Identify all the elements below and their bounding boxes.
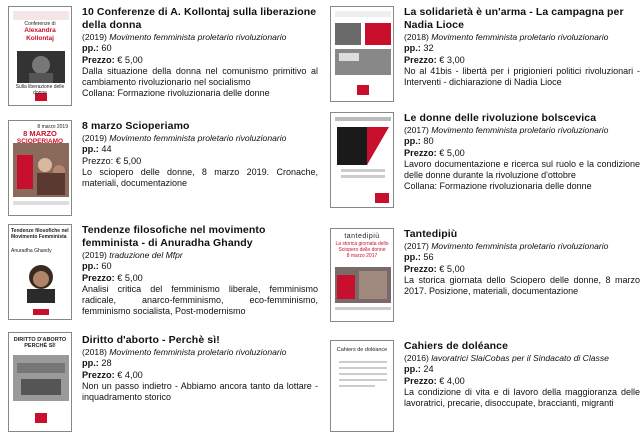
- book-pages: [404, 364, 640, 376]
- book-publisher: Movimento femminista proletario rivoluzionario: [431, 241, 609, 251]
- book-price: [82, 273, 318, 285]
- pages-value: 56: [423, 252, 434, 262]
- pages-value: 28: [101, 358, 112, 368]
- book-cover[interactable]: [330, 112, 394, 208]
- book-meta: [404, 32, 640, 43]
- price-value: € 5,00: [117, 54, 143, 65]
- book-price: [82, 156, 318, 168]
- book-publisher: Movimento femminista proletario rivoluzionario: [109, 133, 287, 143]
- book-cover[interactable]: [8, 6, 72, 106]
- cover-line: 8 MARZO: [23, 129, 57, 138]
- book-price: [404, 264, 640, 276]
- cover-line: Anuradha Ghandy: [11, 248, 52, 254]
- book-pages: [404, 136, 640, 148]
- book-title[interactable]: 8 marzo Scioperiamo: [82, 120, 190, 132]
- book-meta: [82, 133, 318, 144]
- book-title[interactable]: Tantedipiù: [404, 228, 458, 240]
- book-description: La condizione di vita e di lavoro della maggioranza delle lavoratrici, precarie, disoccupate, braccianti, migranti: [404, 387, 640, 409]
- price-label: Prezzo:: [82, 272, 115, 283]
- book-info: [82, 224, 318, 318]
- price-label: Prezzo:: [404, 54, 437, 65]
- book-cover[interactable]: [330, 340, 394, 432]
- book-description: No al 41bis - libertà per i prigionieri politici rivoluzionari - Interventi - dichiarazione di Nadia Lioce: [404, 66, 640, 88]
- book-year: (2019): [82, 32, 107, 42]
- price-label: Prezzo:: [404, 263, 437, 274]
- pages-label: pp.:: [82, 43, 99, 53]
- book-description: Lo sciopero delle donne, 8 marzo 2019. Cronache, materiali, documentazione: [82, 167, 318, 189]
- price-value: € 4,00: [439, 375, 465, 386]
- price-label: Prezzo:: [82, 54, 115, 65]
- book-meta: [404, 353, 640, 364]
- book-price: [82, 55, 318, 67]
- book-meta: [404, 241, 640, 252]
- book-meta: [82, 32, 318, 43]
- book-year: (2017): [404, 241, 429, 251]
- pages-label: pp.:: [404, 43, 421, 53]
- book-cover[interactable]: [330, 228, 394, 322]
- book-info: [404, 112, 640, 193]
- cover-solidarieta-art: [331, 7, 394, 102]
- book-info: [82, 120, 318, 189]
- book-cover[interactable]: [8, 332, 72, 432]
- book-year: (2019): [82, 250, 107, 260]
- price-value: € 5,00: [439, 263, 465, 274]
- book-price: [82, 370, 318, 382]
- price-value: € 3,00: [439, 54, 465, 65]
- book-year: (2019): [82, 133, 107, 143]
- price-label: Prezzo:: [82, 155, 114, 166]
- book-price: [404, 148, 640, 160]
- cover-bolscevica-art: [331, 113, 394, 208]
- price-value: € 5,00: [115, 155, 142, 166]
- book-description: Lavoro documentazione e ricerca sul ruolo e la condizione delle donne durante la rivoluzione d'ottobre: [404, 159, 640, 181]
- pages-label: pp.:: [82, 144, 99, 154]
- cover-line: PERCHÈ SÌ!: [24, 343, 56, 349]
- book-title[interactable]: Le donne delle rivoluzione bolscevica: [404, 112, 597, 124]
- book-publisher: Movimento femminista proletario rivoluzionario: [431, 125, 609, 135]
- book-info: [82, 6, 318, 100]
- price-label: Prezzo:: [404, 147, 437, 158]
- book-meta: [82, 250, 318, 261]
- book-publisher: Movimento femminista proletario rivoluzionario: [431, 32, 609, 42]
- book-year: (2018): [404, 32, 429, 42]
- book-cover[interactable]: [8, 120, 72, 216]
- cover-line: Sulla liberazione delle donne: [15, 84, 65, 96]
- pages-value: 80: [423, 136, 434, 146]
- book-publisher: lavoratrici SlaiCobas per il Sindacato di Classe: [431, 353, 609, 363]
- book-pages: [404, 252, 640, 264]
- cover-line: La storica giornata dello Sciopero delle donne: [335, 241, 389, 253]
- book-year: (2016): [404, 353, 429, 363]
- price-label: Prezzo:: [82, 369, 115, 380]
- pages-label: pp.:: [82, 358, 99, 368]
- book-info: [404, 340, 640, 409]
- cover-line: Cahiers de doléance: [336, 347, 388, 353]
- book-info: [82, 334, 318, 403]
- cover-line: Tendenze filosofiche nel: [11, 228, 69, 234]
- cover-cahiers-art: [331, 341, 394, 432]
- book-meta: [82, 347, 318, 358]
- pages-value: 24: [423, 364, 434, 374]
- book-cover[interactable]: [8, 224, 72, 320]
- book-price: [404, 55, 640, 67]
- book-publisher: Movimento femminista proletario rivoluzionario: [109, 32, 287, 42]
- book-year: (2017): [404, 125, 429, 135]
- book-title[interactable]: La solidarietà è un'arma - La campagna per Nadia Lioce: [404, 6, 624, 31]
- book-collana: Collana: Formazione rivoluzionaria delle donne: [82, 88, 270, 99]
- book-year: (2018): [82, 347, 107, 357]
- book-info: [404, 228, 640, 297]
- cover-line: Kollontaj: [26, 35, 54, 42]
- cover-line: Movimento Femminista: [11, 234, 67, 240]
- pages-value: 60: [101, 261, 112, 271]
- book-description: Analisi critica del femminismo liberale, femminismo radicale, anarco-femminismo, eco-femminismo, femminismo socialista, Post-modernismo: [82, 284, 318, 317]
- book-publisher: Movimento femminista proletario rivoluzionario: [109, 347, 287, 357]
- price-value: € 5,00: [117, 272, 143, 283]
- book-title[interactable]: 10 Conferenze di A. Kollontaj sulla liberazione della donna: [82, 6, 317, 31]
- book-description: Non un passo indietro - Abbiamo ancora tanto da lottare - inquadramento storico: [82, 381, 318, 403]
- price-label: Prezzo:: [404, 375, 437, 386]
- cover-line: 8 marzo 2017: [346, 253, 378, 259]
- book-title[interactable]: Tendenze filosofiche nel movimento femminista - di Anuradha Ghandy: [82, 224, 266, 249]
- book-meta: [404, 125, 640, 136]
- cover-line: DIRITTO D'ABORTO: [13, 337, 67, 343]
- pages-label: pp.:: [404, 252, 421, 262]
- book-title[interactable]: Cahiers de doléance: [404, 340, 509, 352]
- cover-line: SCIOPERIAMO: [16, 138, 64, 145]
- pages-label: pp.:: [82, 261, 99, 271]
- book-publisher: traduzione del Mfpr: [109, 250, 183, 260]
- book-pages: [82, 261, 318, 273]
- book-description: Dalla situazione della donna nel comunismo primitivo al cambiamento rivoluzionario nel socialismo: [82, 66, 318, 88]
- cover-line: Alexandra: [24, 27, 56, 34]
- book-description: La storica giornata dello Sciopero delle donne, 8 marzo 2017. Posizione, materiali, documentazione: [404, 275, 640, 297]
- pages-value: 60: [101, 43, 112, 53]
- price-value: € 4,00: [117, 369, 143, 380]
- book-price: [404, 376, 640, 388]
- cover-line: 8 marzo 2019: [37, 124, 68, 130]
- book-collana: Collana: Formazione rivoluzionaria delle donne: [404, 181, 592, 192]
- book-pages: [82, 358, 318, 370]
- price-value: € 5,00: [439, 147, 465, 158]
- book-title[interactable]: Diritto d'aborto - Perchè sì!: [82, 334, 220, 346]
- cover-line: Conferenze di: [24, 21, 56, 27]
- book-cover[interactable]: [330, 6, 394, 102]
- pages-value: 32: [423, 43, 434, 53]
- pages-label: pp.:: [404, 364, 421, 374]
- book-pages: [82, 43, 318, 55]
- book-pages: [82, 144, 318, 156]
- book-pages: [404, 43, 640, 55]
- book-info: [404, 6, 640, 88]
- pages-value: 44: [101, 144, 112, 154]
- cover-line: tantedipiù: [344, 233, 380, 240]
- pages-label: pp.:: [404, 136, 421, 146]
